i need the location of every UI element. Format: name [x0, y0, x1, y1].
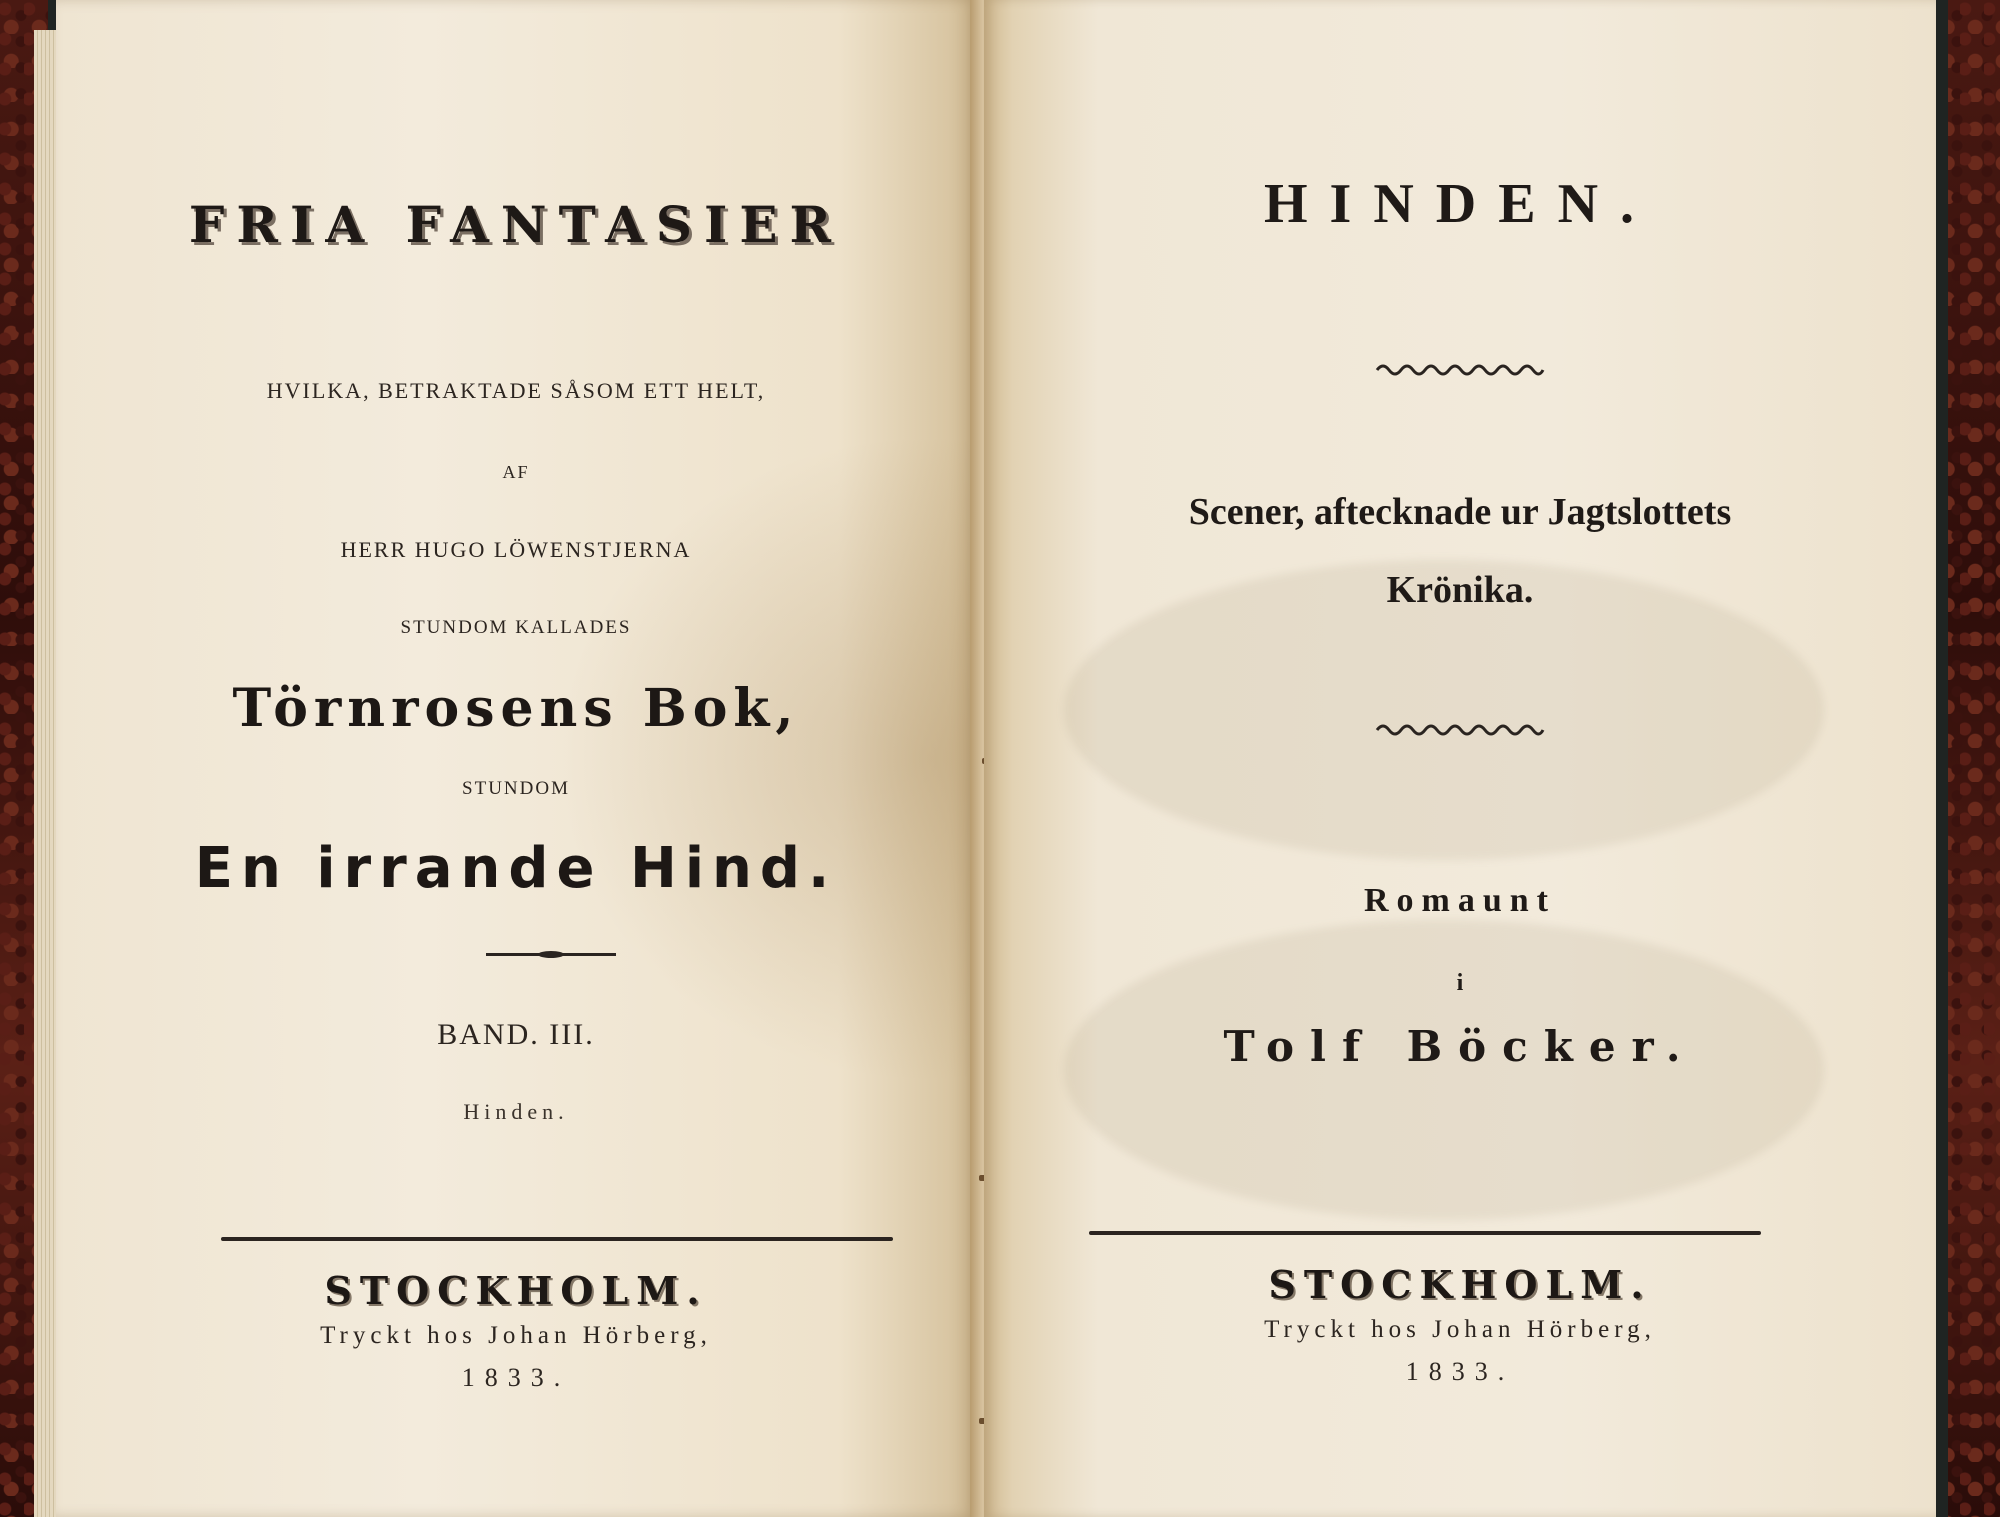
right-line-tolf-bocker: Tolf Böcker.	[1223, 1022, 1697, 1071]
right-line-romaunt: Romaunt	[1363, 882, 1557, 919]
cover-spine-band	[1936, 0, 1948, 1517]
right-title: HINDEN.	[1263, 173, 1657, 235]
imprint-divider	[1089, 1231, 1761, 1235]
imprint-printer: Tryckt hos Johan Hörberg,	[320, 1322, 712, 1349]
left-line-author: HERR HUGO LÖWENSTJERNA	[340, 537, 692, 562]
right-subtitle-line2: Krönika.	[1386, 569, 1534, 611]
imprint-year: 1833.	[461, 1363, 571, 1392]
right-page	[984, 0, 1936, 1517]
left-line-irrande-hind: En irrande Hind.	[194, 836, 838, 901]
imprint-city: STOCKHOLM.	[1268, 1262, 1652, 1307]
wavy-ornament	[1375, 720, 1545, 740]
right-subtitle-line1: Scener, aftecknade ur Jagtslottets	[1188, 491, 1732, 533]
left-line-af: AF	[502, 462, 530, 482]
ornamental-rule	[486, 953, 616, 956]
left-line-stundom: STUNDOM	[462, 778, 570, 799]
left-page	[56, 0, 976, 1517]
right-line-i: i	[1456, 970, 1464, 996]
left-line-hvilka: HVILKA, BETRAKTADE SÅSOM ETT HELT,	[266, 378, 766, 403]
volume-label: BAND. III.	[437, 1018, 595, 1051]
imprint-city: STOCKHOLM.	[324, 1268, 708, 1313]
left-title: FRIA FANTASIER	[188, 195, 844, 254]
volume-subtitle: Hinden.	[463, 1099, 569, 1124]
wavy-ornament	[1375, 360, 1545, 380]
imprint-printer: Tryckt hos Johan Hörberg,	[1264, 1316, 1656, 1343]
imprint-divider	[221, 1237, 893, 1241]
book-cover-right	[1936, 0, 2000, 1517]
imprint-year: 1833.	[1405, 1357, 1515, 1386]
left-line-tornrosens-bok: Törnrosens Bok,	[232, 678, 800, 739]
left-line-stundom-kallades: STUNDOM KALLADES	[400, 617, 632, 638]
